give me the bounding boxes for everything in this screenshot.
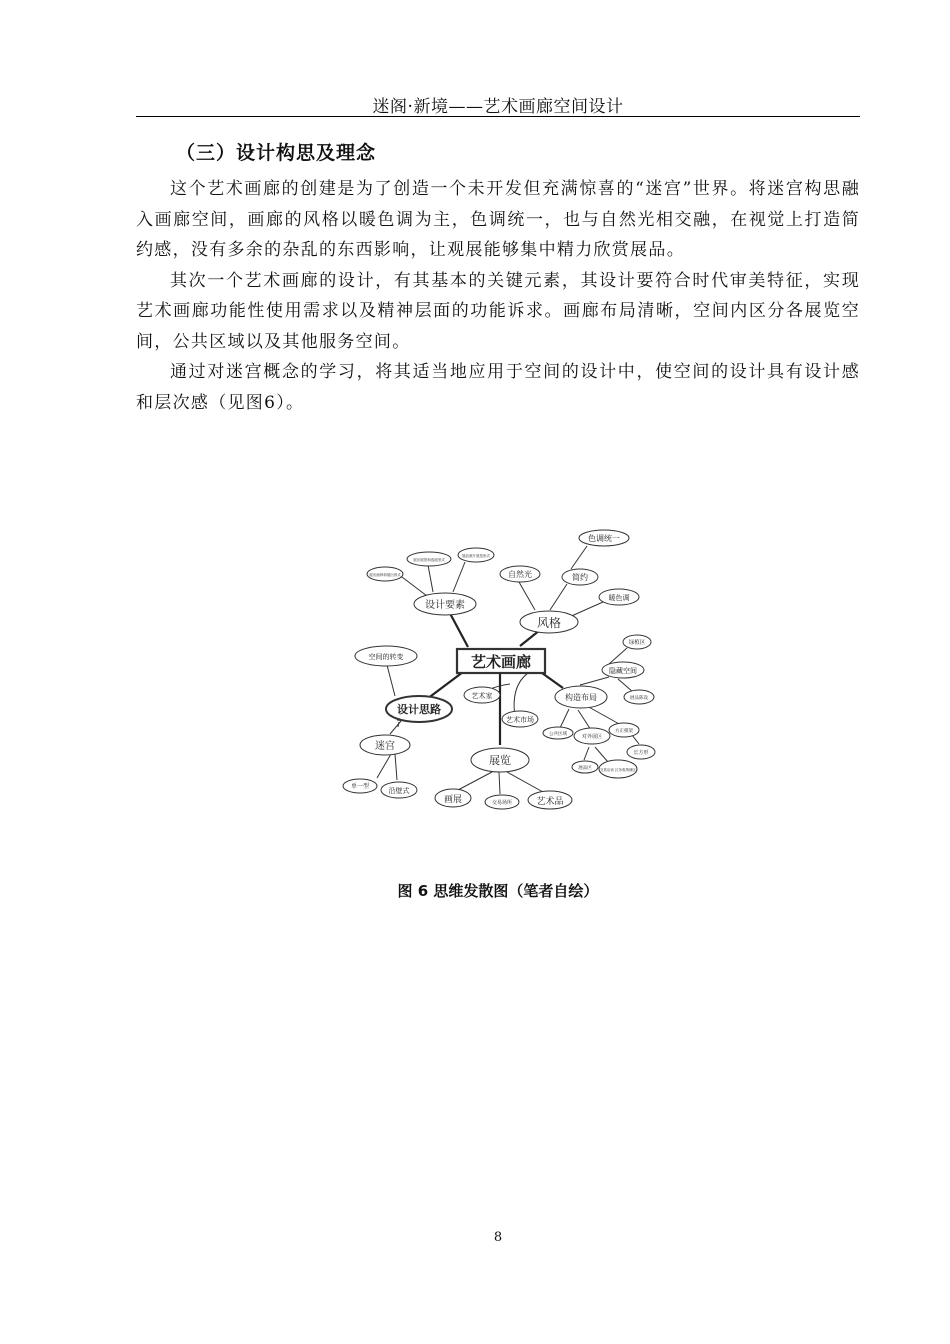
link <box>560 709 569 728</box>
link <box>595 747 608 762</box>
link <box>580 677 609 685</box>
link <box>584 747 589 760</box>
section-title: （三）设计构思及理念 <box>176 142 377 164</box>
link-center-design-idea <box>427 672 463 699</box>
page-number: 8 <box>493 1230 503 1245</box>
label-single-type: 单一型 <box>350 783 370 790</box>
label-style: 风格 <box>536 616 562 630</box>
label-wall-type: 沿壁式 <box>388 787 410 795</box>
link <box>428 565 433 592</box>
label-artwork: 艺术品 <box>536 797 564 807</box>
link <box>395 754 397 780</box>
label-design-idea: 设计思路 <box>397 703 441 716</box>
label-de-child-1: 展出画种和展出形式 <box>369 573 401 577</box>
label-green-area: 绿植区 <box>628 640 646 646</box>
label-external-area: 对外展区 <box>581 734 603 740</box>
label-rectangle: 长方形 <box>633 750 649 756</box>
link <box>587 706 621 725</box>
label-space-change: 空间的转变 <box>368 653 404 661</box>
paragraph-1: 这个艺术画廊的创建是为了创造一个未开发但充满惊喜的“迷宫”世界。将迷宫构思融入画廊空间，画廊的风格以暖色调为主，色调统一，也与自然光相交融，在视觉上打造简约感，没有多余的杂乱的东西影响，让观展能够集中精力欣赏展品。 <box>136 179 860 260</box>
label-center: 艺术画廊 <box>470 653 532 671</box>
label-design-elements: 设计要素 <box>425 600 465 611</box>
paragraph-2: 其次一个艺术画廊的设计，有其基本的关键元素，其设计要符合时代审美特征，实现艺术画廊功能性使用需求以及精神层面的功能诉求。画廊布局清晰，空间内区分各展览空间，公共区域以及其他服务空间。 <box>136 270 860 352</box>
mindmap-svg <box>335 522 665 822</box>
label-de-child-3: 展品照片展览形式 <box>462 554 490 558</box>
page-header: 迷阁·新境——艺术画廊空间设计 <box>136 92 860 117</box>
link <box>618 679 633 692</box>
link <box>550 584 567 610</box>
label-warm-color: 暖色调 <box>608 594 630 602</box>
label-maze: 迷宫 <box>375 741 395 752</box>
link <box>387 665 395 696</box>
link <box>398 574 427 596</box>
label-hidden-space: 隐藏空间 <box>609 667 637 675</box>
label-uniform-color: 色调统一 <box>588 534 620 543</box>
label-exhibit-area: 展品区 <box>578 766 592 771</box>
label-natural-light: 自然光 <box>508 570 532 579</box>
mindmap-figure <box>335 522 665 822</box>
link <box>632 735 639 744</box>
link <box>390 721 401 734</box>
label-simple: 简约 <box>572 573 588 582</box>
figure-caption: 图 6 思维发散图（笔者自绘） <box>397 882 599 900</box>
link <box>499 772 500 794</box>
label-exhibition: 展览 <box>489 754 511 767</box>
label-square-layout: 方正模架 <box>615 729 633 734</box>
label-display-exhibit: 展品陈设 <box>630 696 648 701</box>
link <box>514 670 533 717</box>
paragraph-3: 通过对迷宫概念的学习，将其适当地应用于空间的设计中，使空间的设计具有设计感和层次感（见图6）。 <box>136 362 860 413</box>
link <box>507 772 543 792</box>
link <box>458 772 492 790</box>
label-de-child-2: 展出展馆和选展形式 <box>413 558 445 562</box>
label-public-area: 公共区域 <box>549 732 567 737</box>
link <box>578 710 591 730</box>
link <box>519 582 535 610</box>
label-layout: 构造布局 <box>565 693 597 702</box>
label-painting-show: 画展 <box>443 795 463 805</box>
label-artist: 艺术家 <box>471 692 493 700</box>
label-art-market: 艺术市场 <box>506 716 534 724</box>
link <box>453 562 465 592</box>
body-text <box>136 174 860 418</box>
link <box>377 754 391 778</box>
label-storage-area: 交易洽谈 区务收纳储区 <box>599 768 637 772</box>
label-trade: 交易场所 <box>491 800 513 806</box>
link <box>571 546 587 569</box>
